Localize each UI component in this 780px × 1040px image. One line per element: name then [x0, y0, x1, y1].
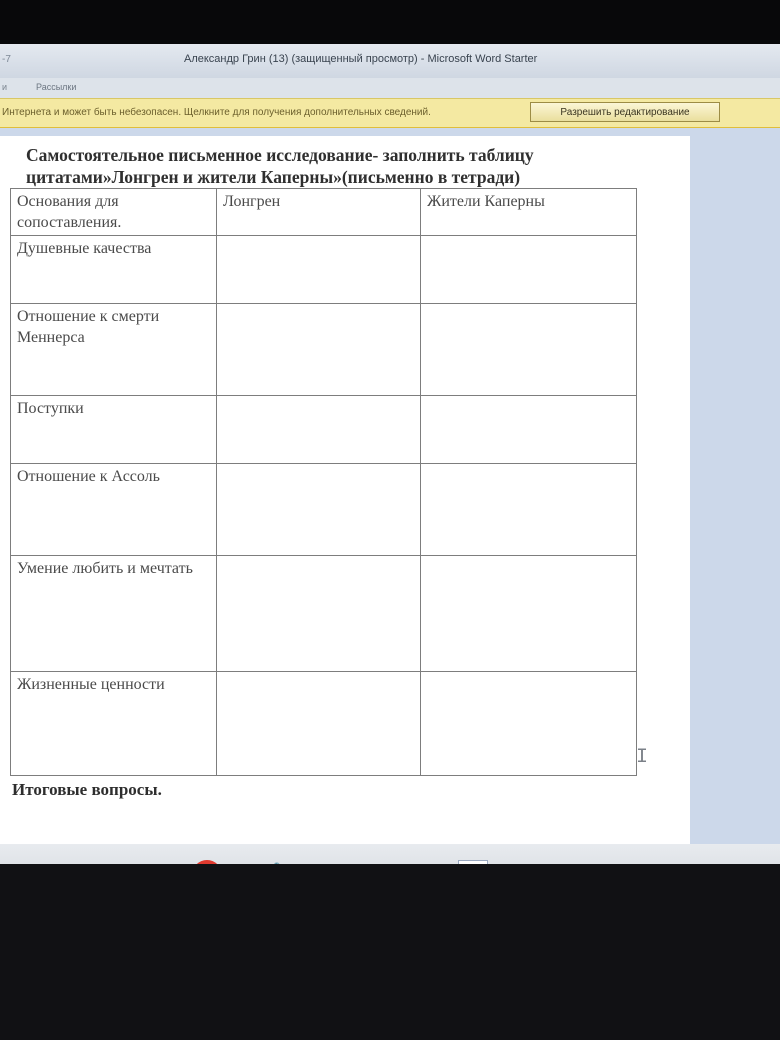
empty-cell[interactable]	[217, 304, 421, 396]
document-area	[0, 128, 780, 844]
header-cell-kaperna[interactable]: Жители Каперны	[421, 189, 637, 236]
empty-cell[interactable]	[217, 236, 421, 304]
table-row	[11, 236, 637, 304]
table-row	[11, 396, 637, 464]
comparison-table	[10, 188, 637, 776]
row-label[interactable]: Умение любить и мечтать	[11, 556, 217, 672]
text-cursor-icon: I	[636, 746, 649, 769]
protected-view-bar	[0, 98, 780, 129]
document-heading: Самостоятельное письменное исследование- заполнить таблицу цитатами»Лонгрен и жители Каперны»(письменно в тетради)	[26, 145, 534, 187]
monitor-bezel-bottom	[0, 864, 780, 1040]
row-label[interactable]: Поступки	[11, 396, 217, 464]
row-label[interactable]: Душевные качества	[11, 236, 217, 304]
ribbon-left-fragment: и	[2, 82, 8, 92]
empty-cell[interactable]	[217, 396, 421, 464]
ribbon-tabs	[0, 78, 780, 99]
empty-cell[interactable]	[421, 304, 637, 396]
row-label[interactable]: Отношение к Ассоль	[11, 464, 217, 556]
table-row	[11, 556, 637, 672]
protected-view-message[interactable]: Интернета и может быть небезопасен. Щелкните для получения дополнительных сведений.	[2, 107, 431, 118]
tab-mailings[interactable]: Рассылки	[36, 82, 77, 92]
document-page[interactable]	[0, 136, 690, 844]
empty-cell[interactable]	[421, 396, 637, 464]
header-cell-longren[interactable]: Лонгрен	[217, 189, 421, 236]
empty-cell[interactable]	[421, 672, 637, 776]
table-row	[11, 464, 637, 556]
table-row	[11, 672, 637, 776]
empty-cell[interactable]	[421, 556, 637, 672]
table-row	[11, 304, 637, 396]
empty-cell[interactable]	[217, 556, 421, 672]
monitor-bezel-top	[0, 0, 780, 48]
empty-cell[interactable]	[421, 236, 637, 304]
enable-editing-button[interactable]: Разрешить редактирование	[530, 102, 720, 122]
screen	[0, 44, 780, 864]
empty-cell[interactable]	[421, 464, 637, 556]
empty-cell[interactable]	[217, 672, 421, 776]
title-bar	[0, 44, 780, 78]
window-title: Александр Грин (13) (защищенный просмотр) - Microsoft Word Starter	[184, 53, 538, 65]
title-bar-left-fragment: -7	[2, 54, 11, 65]
table-header-row	[11, 189, 637, 236]
row-label[interactable]: Отношение к смерти Меннерса	[11, 304, 217, 396]
header-cell-basis[interactable]: Основания для сопоставления.	[11, 189, 217, 236]
empty-cell[interactable]	[217, 464, 421, 556]
final-questions-heading: Итоговые вопросы.	[12, 780, 162, 799]
row-label[interactable]: Жизненные ценности	[11, 672, 217, 776]
